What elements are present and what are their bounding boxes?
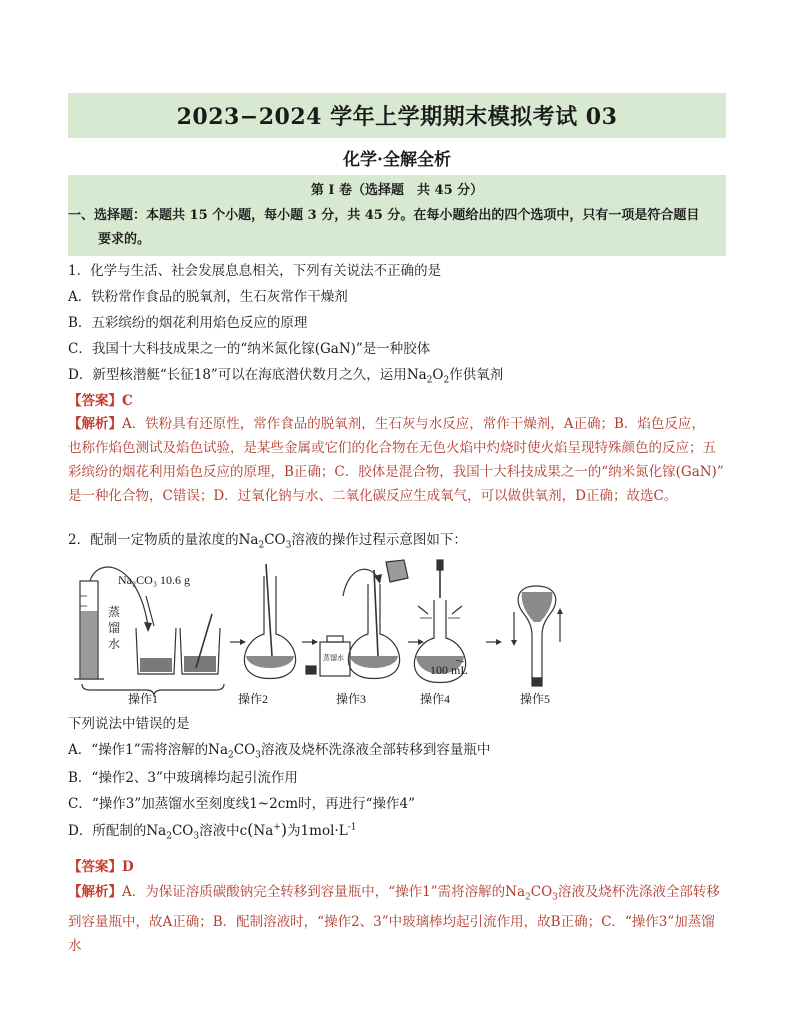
section-intro-line2: 要求的。 [98,232,151,247]
bottle-label: 蒸馏水 [323,654,344,662]
water-label-3: 水 [108,637,121,651]
pouring-beaker [386,560,408,582]
q2-explanation: 【解析】A．为保证溶质碳酸钠完全转移到容量瓶中，“操作1”需将溶解的$Na_2CO_3$溶液及烧杯洗涤液全部转移 到容量瓶中，故A正确；B．配制溶液时，“操作2、3”中玻璃棒均起引流作用，故B正确；C．“操作3”加蒸馏水 [68,884,720,954]
q1-option-c: C．我国十大科技成果之一的“纳米氮化镓(GaN)”是一种胶体 [68,341,431,357]
q2-question: 下列说法中错误的是 [68,716,190,732]
section-header [68,175,726,256]
q1-option-d: D．新型核潜艇“长征18”可以在海底潜伏数月之久，运用$Na_2O_2$作供氧剂 [68,367,504,386]
op1-label: 操作1 [128,692,159,706]
op3-label: 操作3 [336,692,367,706]
reagent-label: Na₂CO₃ 10.6 g [118,573,191,587]
water-label-2: 馏 [108,621,121,635]
section-heading: 第 I 卷（选择题 共 45 分） [310,183,484,198]
q2-option-d: D．所配制的$Na_2CO_3$溶液中c(Na+)为$1mol\cdot L^{-1}$ [68,820,357,842]
exam-title: 2023−2024 学年上学期期末模拟考试 03 [176,104,618,130]
q1-stem: 1．化学与生活、社会发展息息相关，下列有关说法不正确的是 [68,263,442,279]
q2-option-c: C．“操作3”加蒸馏水至刻度线1~2cm时，再进行“操作4” [68,796,415,812]
q1-exp-label: 【解析】 [68,416,122,432]
q2-answer: 【答案】D [68,859,134,875]
q1-explanation: 【解析】A．铁粉具有还原性，常作食品的脱氧剂，生石灰与水反应，常作干燥剂，A正确；B．焰色反应， 也称作焰色测试及焰色试验，是某些金属或它们的化合物在无色火焰中灼烧时使火焰呈现特殊颜色的反应；五 彩缤纷的烟花利用焰色反应的原理，B正确；C．胶体是混合物，我国十大科技成果之一的“纳米氮化镓(GaN)” 是一种化合物，C错误；D．过氧化钠与水、二氧化碳反应生成氧气，可以做供氧剂，D正确；故选C。 [68,416,724,504]
section-instructions [68,204,720,252]
q1-option-b: B．五彩缤纷的烟花利用焰色反应的原理 [68,315,308,331]
op4-label: 操作4 [420,692,451,706]
q2-exp-label: 【解析】 [68,884,122,900]
q2-stem: 2．配制一定物质的量浓度的$Na_2CO_3$溶液的操作过程示意图如下： [68,532,467,551]
op2-label: 操作2 [238,692,269,706]
exam-title-banner [68,93,726,138]
op5-label: 操作5 [520,692,551,706]
section-intro-line1: 一、选择题：本题共 15 个小题，每小题 3 分，共 45 分。在每小题给出的四个选项中，只有一项是符合题目 [68,208,700,223]
q1-answer: 【答案】C [68,393,133,409]
q2-option-b: B．“操作2、3”中玻璃棒均起引流作用 [68,770,298,786]
flask-volume-label: 100 mL [430,663,468,677]
solution-preparation-diagram [68,556,668,706]
q1-option-a: A．铁粉常作食品的脱氧剂，生石灰常作干燥剂 [68,289,348,305]
q2-option-a: A．“操作1”需将溶解的$Na_2CO_3$溶液及烧杯洗涤液全部转移到容量瓶中 [68,742,491,761]
exam-subtitle: 化学·全解全析 [343,150,451,170]
water-label-1: 蒸 [108,605,121,619]
glass-rod [266,564,272,656]
